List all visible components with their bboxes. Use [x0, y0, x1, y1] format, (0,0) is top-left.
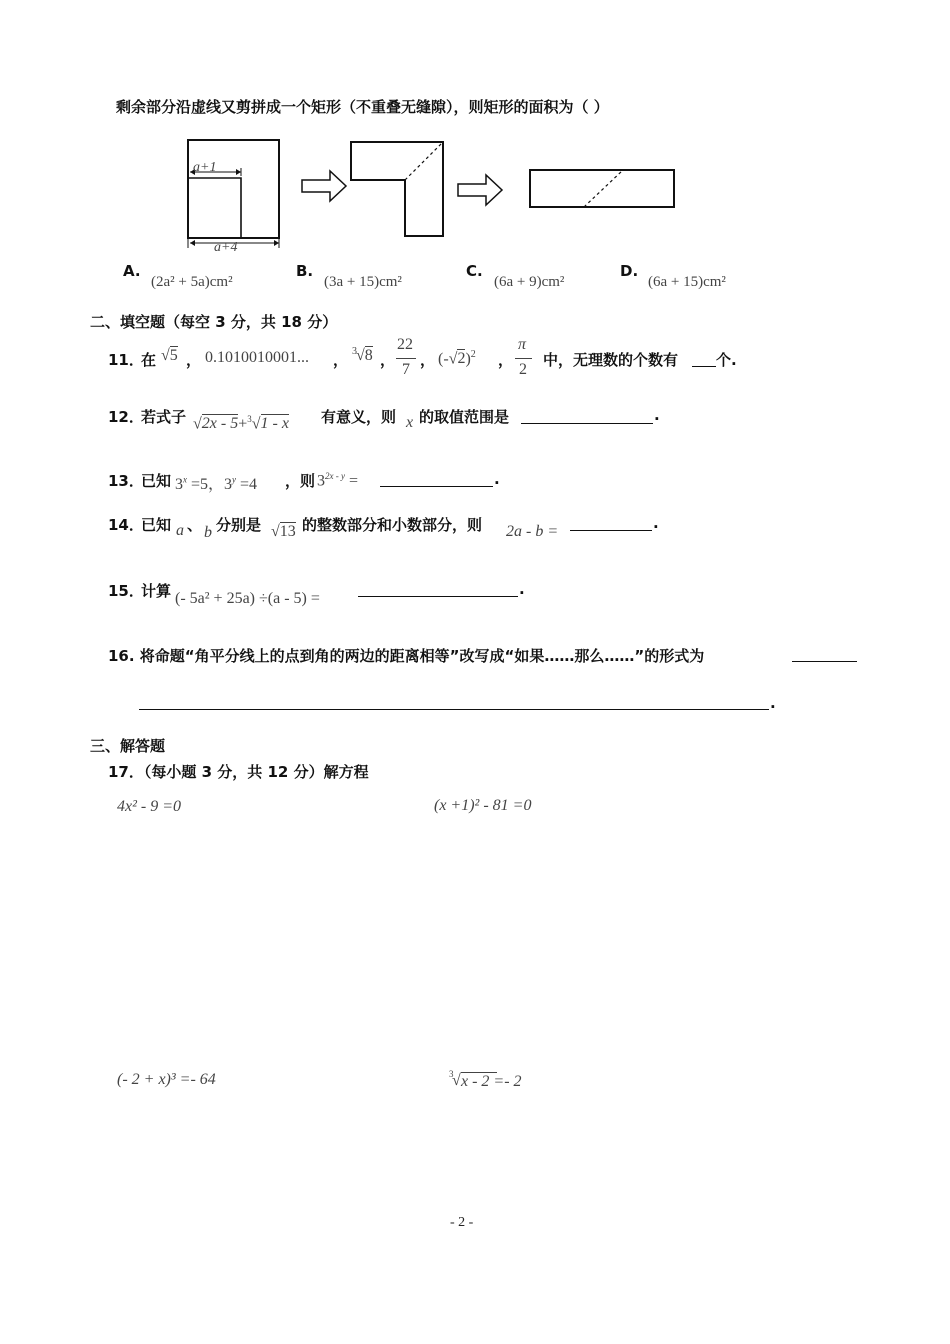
equation-4: x - 2 =- 2	[461, 1073, 522, 1090]
q11-pi-den: 2	[519, 361, 527, 378]
q17-heading: 17．（每小题 3 分，共 12 分）解方程	[108, 763, 369, 781]
option-c-letter: C.	[466, 262, 483, 280]
l-shape	[351, 142, 443, 236]
q11-fraction-num: 22	[397, 336, 413, 353]
option-c-expr: (6a + 9)cm²	[494, 274, 565, 290]
q12-number: 12．	[108, 408, 144, 426]
q11-comma: ，	[186, 351, 202, 369]
q15-end: .	[519, 580, 525, 598]
option-a-expr: (2a² + 5a)cm²	[151, 274, 233, 290]
q16-answer-blank-1[interactable]	[792, 661, 857, 662]
q11-prefix: 在	[141, 351, 157, 369]
large-square	[188, 140, 279, 238]
q16-answer-blank-2[interactable]	[139, 709, 769, 710]
q13-answer-blank[interactable]	[380, 486, 493, 487]
question-10-tail: 剩余部分沿虚线又剪拼成一个矩形（不重叠无缝隙），则矩形的面积为（ ）	[116, 98, 609, 116]
arrow-icon	[458, 175, 502, 205]
q14-end: .	[653, 514, 659, 532]
option-a-letter: A.	[123, 262, 141, 280]
q11-end: 个.	[716, 351, 737, 369]
option-b-expr: (3a + 15)cm²	[324, 274, 402, 290]
q13-prefix: 已知	[141, 472, 172, 490]
cut-and-rearrange-figure	[180, 134, 680, 260]
q12-answer-blank[interactable]	[521, 423, 653, 424]
q13-expr2: $3^{2x - y}$ =	[317, 471, 359, 490]
equation-3: (- 2 + x)³ =- 64	[117, 1071, 216, 1088]
q14-answer-blank[interactable]	[570, 530, 652, 531]
q11-answer-blank[interactable]	[692, 366, 716, 367]
q13-end: .	[494, 470, 500, 488]
section-2-heading: 二、填空题（每空 3 分，共 18 分）	[90, 313, 338, 331]
q12-expr: √2x - 5+$^3$√1 - x	[193, 414, 289, 433]
q16-end: .	[770, 694, 776, 712]
q12-var: x	[406, 414, 414, 431]
result-rectangle	[530, 170, 674, 207]
q15-answer-blank[interactable]	[358, 596, 518, 597]
equation-1: 4x² - 9 =0	[117, 798, 182, 815]
q16-text: 16. 将命题“角平分线上的点到角的两边的距离相等”改写成“如果……那么……”的形式为	[108, 647, 705, 665]
q11-tail: 中，无理数的个数有	[543, 351, 679, 369]
q11-number: 11．	[108, 351, 144, 369]
q12-prefix: 若式子	[141, 408, 187, 426]
q12-mid: 有意义，则	[321, 408, 397, 426]
option-d-letter: D.	[620, 262, 639, 280]
q13-number: 13．	[108, 472, 144, 490]
cut-line-dashed	[584, 170, 623, 207]
q14-expr: 2a - b =	[506, 523, 559, 540]
q14-number: 14．	[108, 516, 144, 534]
q13-mid: ，则	[285, 472, 316, 490]
q12-tail: 的取值范围是	[419, 408, 510, 426]
q11-comma: ，	[420, 351, 436, 369]
q14-prefix: 已知	[141, 516, 172, 534]
q11-cbrt-index: 3	[352, 346, 357, 357]
arrow-icon	[302, 171, 346, 201]
q14-mid: 分别是	[216, 516, 262, 534]
equation-4-radical: √	[452, 1072, 461, 1089]
q11-comma: ，	[380, 351, 396, 369]
q15-expr: (- 5a² + 25a) ÷(a - 5) =	[175, 590, 320, 607]
q15-number: 15．	[108, 582, 144, 600]
q14-var-a: a	[176, 522, 184, 539]
option-b-letter: B.	[296, 262, 314, 280]
q13-expr1: $3^x =5$，$3^y =4$	[175, 474, 258, 493]
cut-line-dashed	[405, 142, 443, 180]
q11-pi: π	[518, 336, 527, 353]
fraction-bar	[515, 358, 532, 359]
q11-fraction-den: 7	[402, 361, 410, 378]
page-number: - 2 -	[450, 1215, 474, 1230]
q11-neg-sqrt2: $(-√2)^2$	[438, 349, 476, 368]
equation-4-index: 3	[449, 1069, 454, 1079]
q15-prefix: 计算	[141, 582, 172, 600]
q14-tail: 的整数部分和小数部分，则	[302, 516, 483, 534]
q14-var-b: b	[204, 524, 212, 541]
q14-sep: 、	[187, 516, 203, 534]
q11-sqrt5: √5	[161, 347, 178, 364]
q11-cbrt8: √8	[356, 347, 373, 364]
label-a-plus-1: a+1	[193, 160, 217, 175]
q11-comma: ，	[333, 351, 349, 369]
fraction-bar	[396, 358, 416, 359]
radical-bar	[461, 1072, 497, 1073]
small-square-edge	[188, 178, 241, 238]
section-3-heading: 三、解答题	[90, 737, 166, 755]
option-d-expr: (6a + 15)cm²	[648, 274, 726, 290]
equation-2: (x +1)² - 81 =0	[434, 797, 532, 814]
q12-end: .	[654, 406, 660, 424]
label-a-plus-4: a+4	[214, 240, 238, 255]
q14-sqrt13: √13	[271, 523, 296, 540]
q11-decimal: 0.1010010001...	[205, 349, 309, 366]
q11-comma: ，	[498, 351, 514, 369]
